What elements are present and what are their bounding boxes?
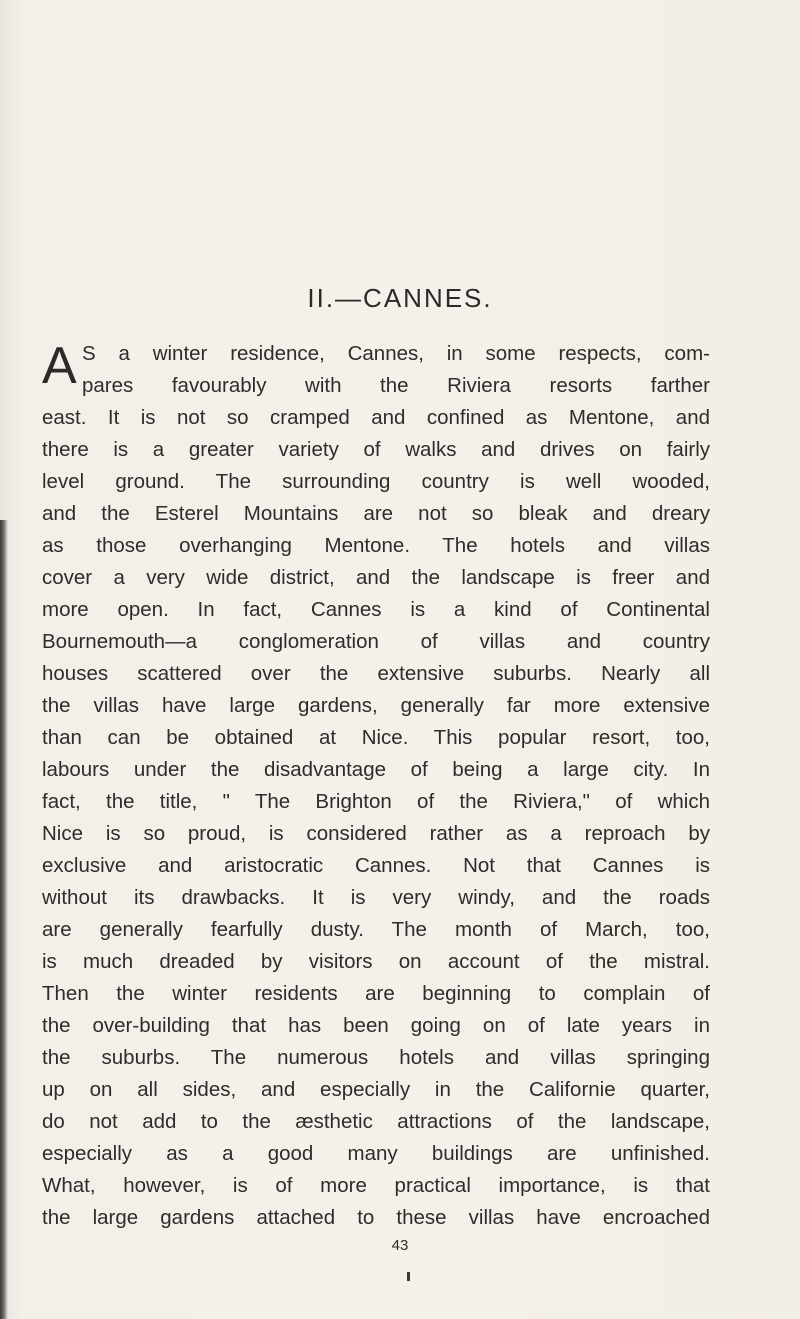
body-text xyxy=(42,338,710,1234)
text-line: more open. In fact, Cannes is a kind of Continental xyxy=(42,598,710,621)
text-line: the villas have large gardens, generally far more extensive xyxy=(42,694,710,717)
text-line: S a winter residence, Cannes, in some respects, com- xyxy=(82,342,710,365)
text-line: What, however, is of more practical importance, is that xyxy=(42,1174,710,1197)
text-line: cover a very wide district, and the landscape is freer and xyxy=(42,566,710,589)
text-line: up on all sides, and especially in the Californie quarter, xyxy=(42,1078,710,1101)
paragraph-lines xyxy=(42,402,710,1234)
text-line: Then the winter residents are beginning to complain of xyxy=(42,982,710,1005)
text-line: are generally fearfully dusty. The month of March, too, xyxy=(42,918,710,941)
text-line: than can be obtained at Nice. This popular resort, too, xyxy=(42,726,710,749)
text-line: without its drawbacks. It is very windy, and the roads xyxy=(42,886,710,909)
text-line: level ground. The surrounding country is well wooded, xyxy=(42,470,710,493)
text-line: exclusive and aristocratic Cannes. Not that Cannes is xyxy=(42,854,710,877)
text-line: east. It is not so cramped and confined as Mentone, and xyxy=(42,406,710,429)
text-line: houses scattered over the extensive suburbs. Nearly all xyxy=(42,662,710,685)
text-line: especially as a good many buildings are unfinished. xyxy=(42,1142,710,1165)
text-line: the suburbs. The numerous hotels and villas springing xyxy=(42,1046,710,1069)
bleed-through-text xyxy=(40,48,760,198)
drop-cap: A xyxy=(42,337,77,395)
text-line: Bournemouth—a conglomeration of villas and country xyxy=(42,630,710,653)
text-line: labours under the disadvantage of being a large city. In xyxy=(42,758,710,781)
text-line: fact, the title, " The Brighton of the Riviera," of which xyxy=(42,790,710,813)
text-line: there is a greater variety of walks and drives on fairly xyxy=(42,438,710,461)
text-line: as those overhanging Mentone. The hotels and villas xyxy=(42,534,710,557)
text-line: do not add to the æsthetic attractions of the landscape, xyxy=(42,1110,710,1133)
text-line: the over-building that has been going on of late years in xyxy=(42,1014,710,1037)
text-line: and the Esterel Mountains are not so bleak and dreary xyxy=(42,502,710,525)
text-line: the large gardens attached to these villas have encroached xyxy=(42,1206,710,1229)
chapter-heading: II.—CANNES. xyxy=(307,283,493,313)
page-number: 43 xyxy=(391,1237,409,1254)
text-line: Nice is so proud, is considered rather as a reproach by xyxy=(42,822,710,845)
text-line: is much dreaded by visitors on account of the mistral. xyxy=(42,950,710,973)
print-mark xyxy=(407,1272,410,1281)
page-gutter-shadow xyxy=(0,520,8,1319)
text-line: pares favourably with the Riviera resorts farther xyxy=(82,374,710,397)
